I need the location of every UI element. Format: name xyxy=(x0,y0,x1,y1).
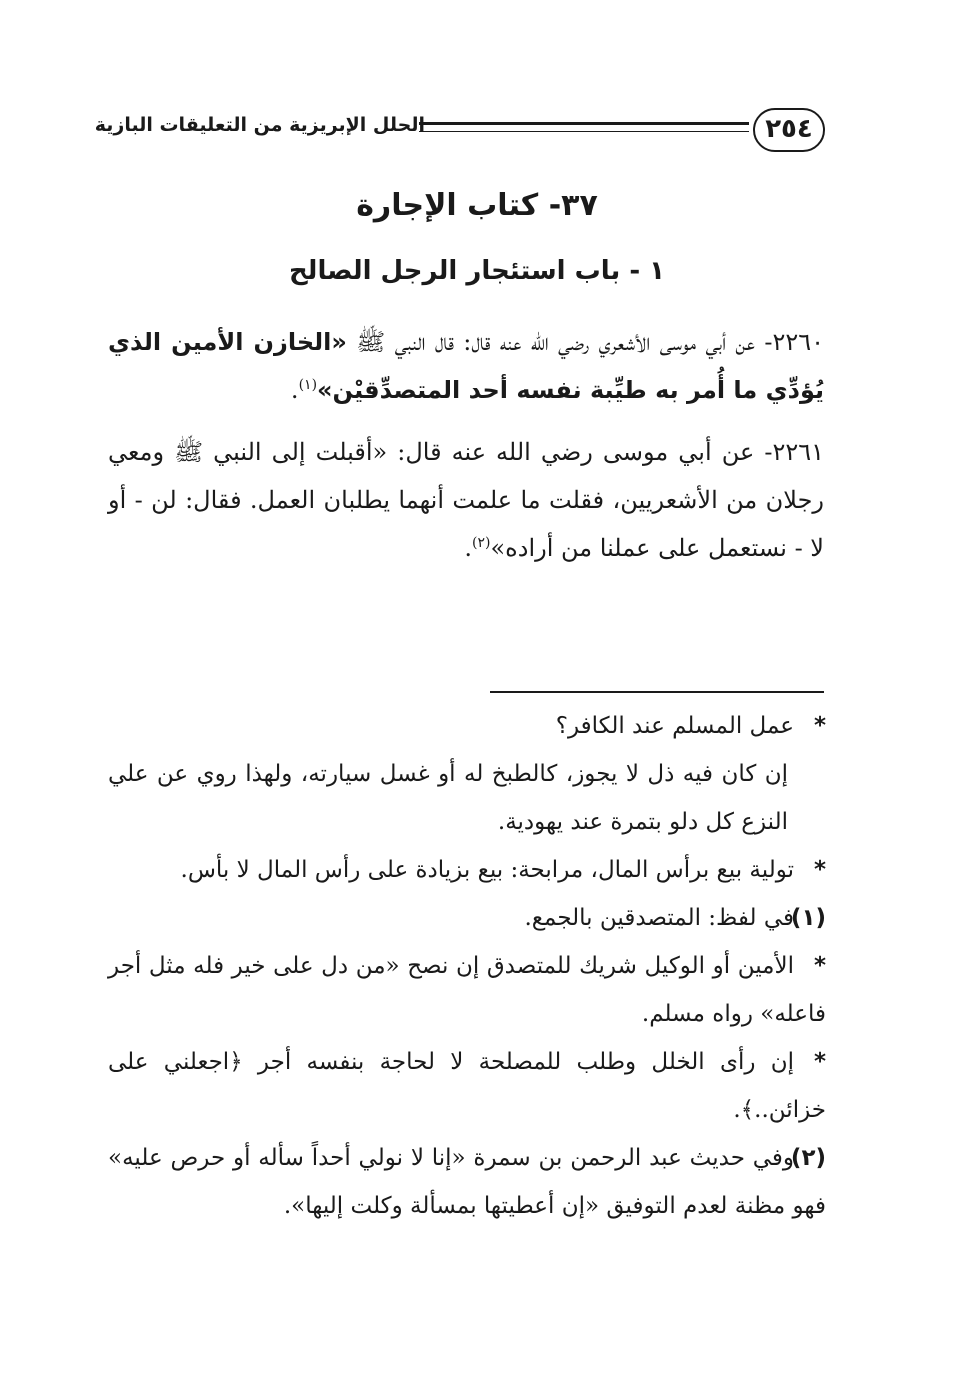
footnote-divider xyxy=(490,691,824,693)
note-1-head xyxy=(108,702,826,750)
hadith-2261 xyxy=(108,428,824,572)
note-4 xyxy=(108,1038,826,1134)
page-header xyxy=(94,108,825,158)
star-marker: * xyxy=(813,713,826,739)
note-1-body: إن كان فيه ذل لا يجوز، كالطبخ له أو غسل سيارته، ولهذا روي عن علي النزع كل دلو بتمرة عند يهودية. xyxy=(108,761,788,835)
header-rule xyxy=(419,122,749,132)
book-title: الحلل الإبريزية من التعليقات البازية xyxy=(94,114,425,136)
section-title: ١ - باب استئجار الرجل الصالح xyxy=(288,256,666,286)
note-text: عمل المسلم عند الكافر؟ xyxy=(555,713,794,739)
hadith-end: . xyxy=(464,534,473,562)
star-marker: * xyxy=(813,857,826,883)
star-marker: * xyxy=(813,1049,826,1075)
hadith-end: . xyxy=(290,376,299,404)
footnote-marker: (١) xyxy=(790,905,826,931)
chapter-title: ٣٧- كتاب الإجارة xyxy=(356,188,598,223)
note-text: الأمين أو الوكيل شريك للمتصدق إن نصح «من دل على خير فله مثل أجر فاعله» رواه مسلم. xyxy=(108,953,826,1027)
note-text: إن رأى الخلل وطلب للمصلحة لا لحاجة بنفسه أجر ﴿اجعلني على خزائن..﴾. xyxy=(108,1049,826,1123)
footnote-marker: (٢) xyxy=(790,1145,826,1171)
footnote-ref-1: (١) xyxy=(298,377,318,393)
hadith-text: ٢٢٦٠- عن أبي موسى الأشعري رضي الله عنه قال: قال النبي ﷺ xyxy=(356,328,825,356)
note-text: تولية بيع برأس المال، مرابحة: بيع بزيادة على رأس المال لا بأس. xyxy=(180,857,794,883)
footnote-2 xyxy=(108,1134,826,1230)
footnotes xyxy=(108,702,826,1230)
hadith-quote: «الخازن الأمين الذي يُؤدِّي ما أُمر به طيِّبة نفسه أحد المتصدِّقيْن» xyxy=(108,328,824,404)
hadith-2260 xyxy=(108,318,824,414)
note-3 xyxy=(108,942,826,1038)
footnote-1 xyxy=(108,894,826,942)
footnote-text: وفي حديث عبد الرحمن بن سمرة «إنا لا نولي أحداً سأله أو حرص عليه» فهو مظنة لعدم التوفيق «إن أعطيتها بمسألة وكلت إليها». xyxy=(108,1145,826,1219)
note-2 xyxy=(108,846,826,894)
footnote-text: في لفظ: المتصدقين بالجمع. xyxy=(524,905,794,931)
page-number: ٢٥٤ xyxy=(753,108,825,152)
hadith-text: ٢٢٦١- عن أبي موسى رضي الله عنه قال: «أقبلت إلى النبي ﷺ ومعي رجلان من الأشعريين، فقلت ما علمت أنهما يطلبان العمل. فقال: لن - أو لا - نستعمل على عملنا من أراده» xyxy=(108,438,824,562)
star-marker: * xyxy=(813,953,826,979)
footnote-ref-2: (٢) xyxy=(472,535,491,551)
